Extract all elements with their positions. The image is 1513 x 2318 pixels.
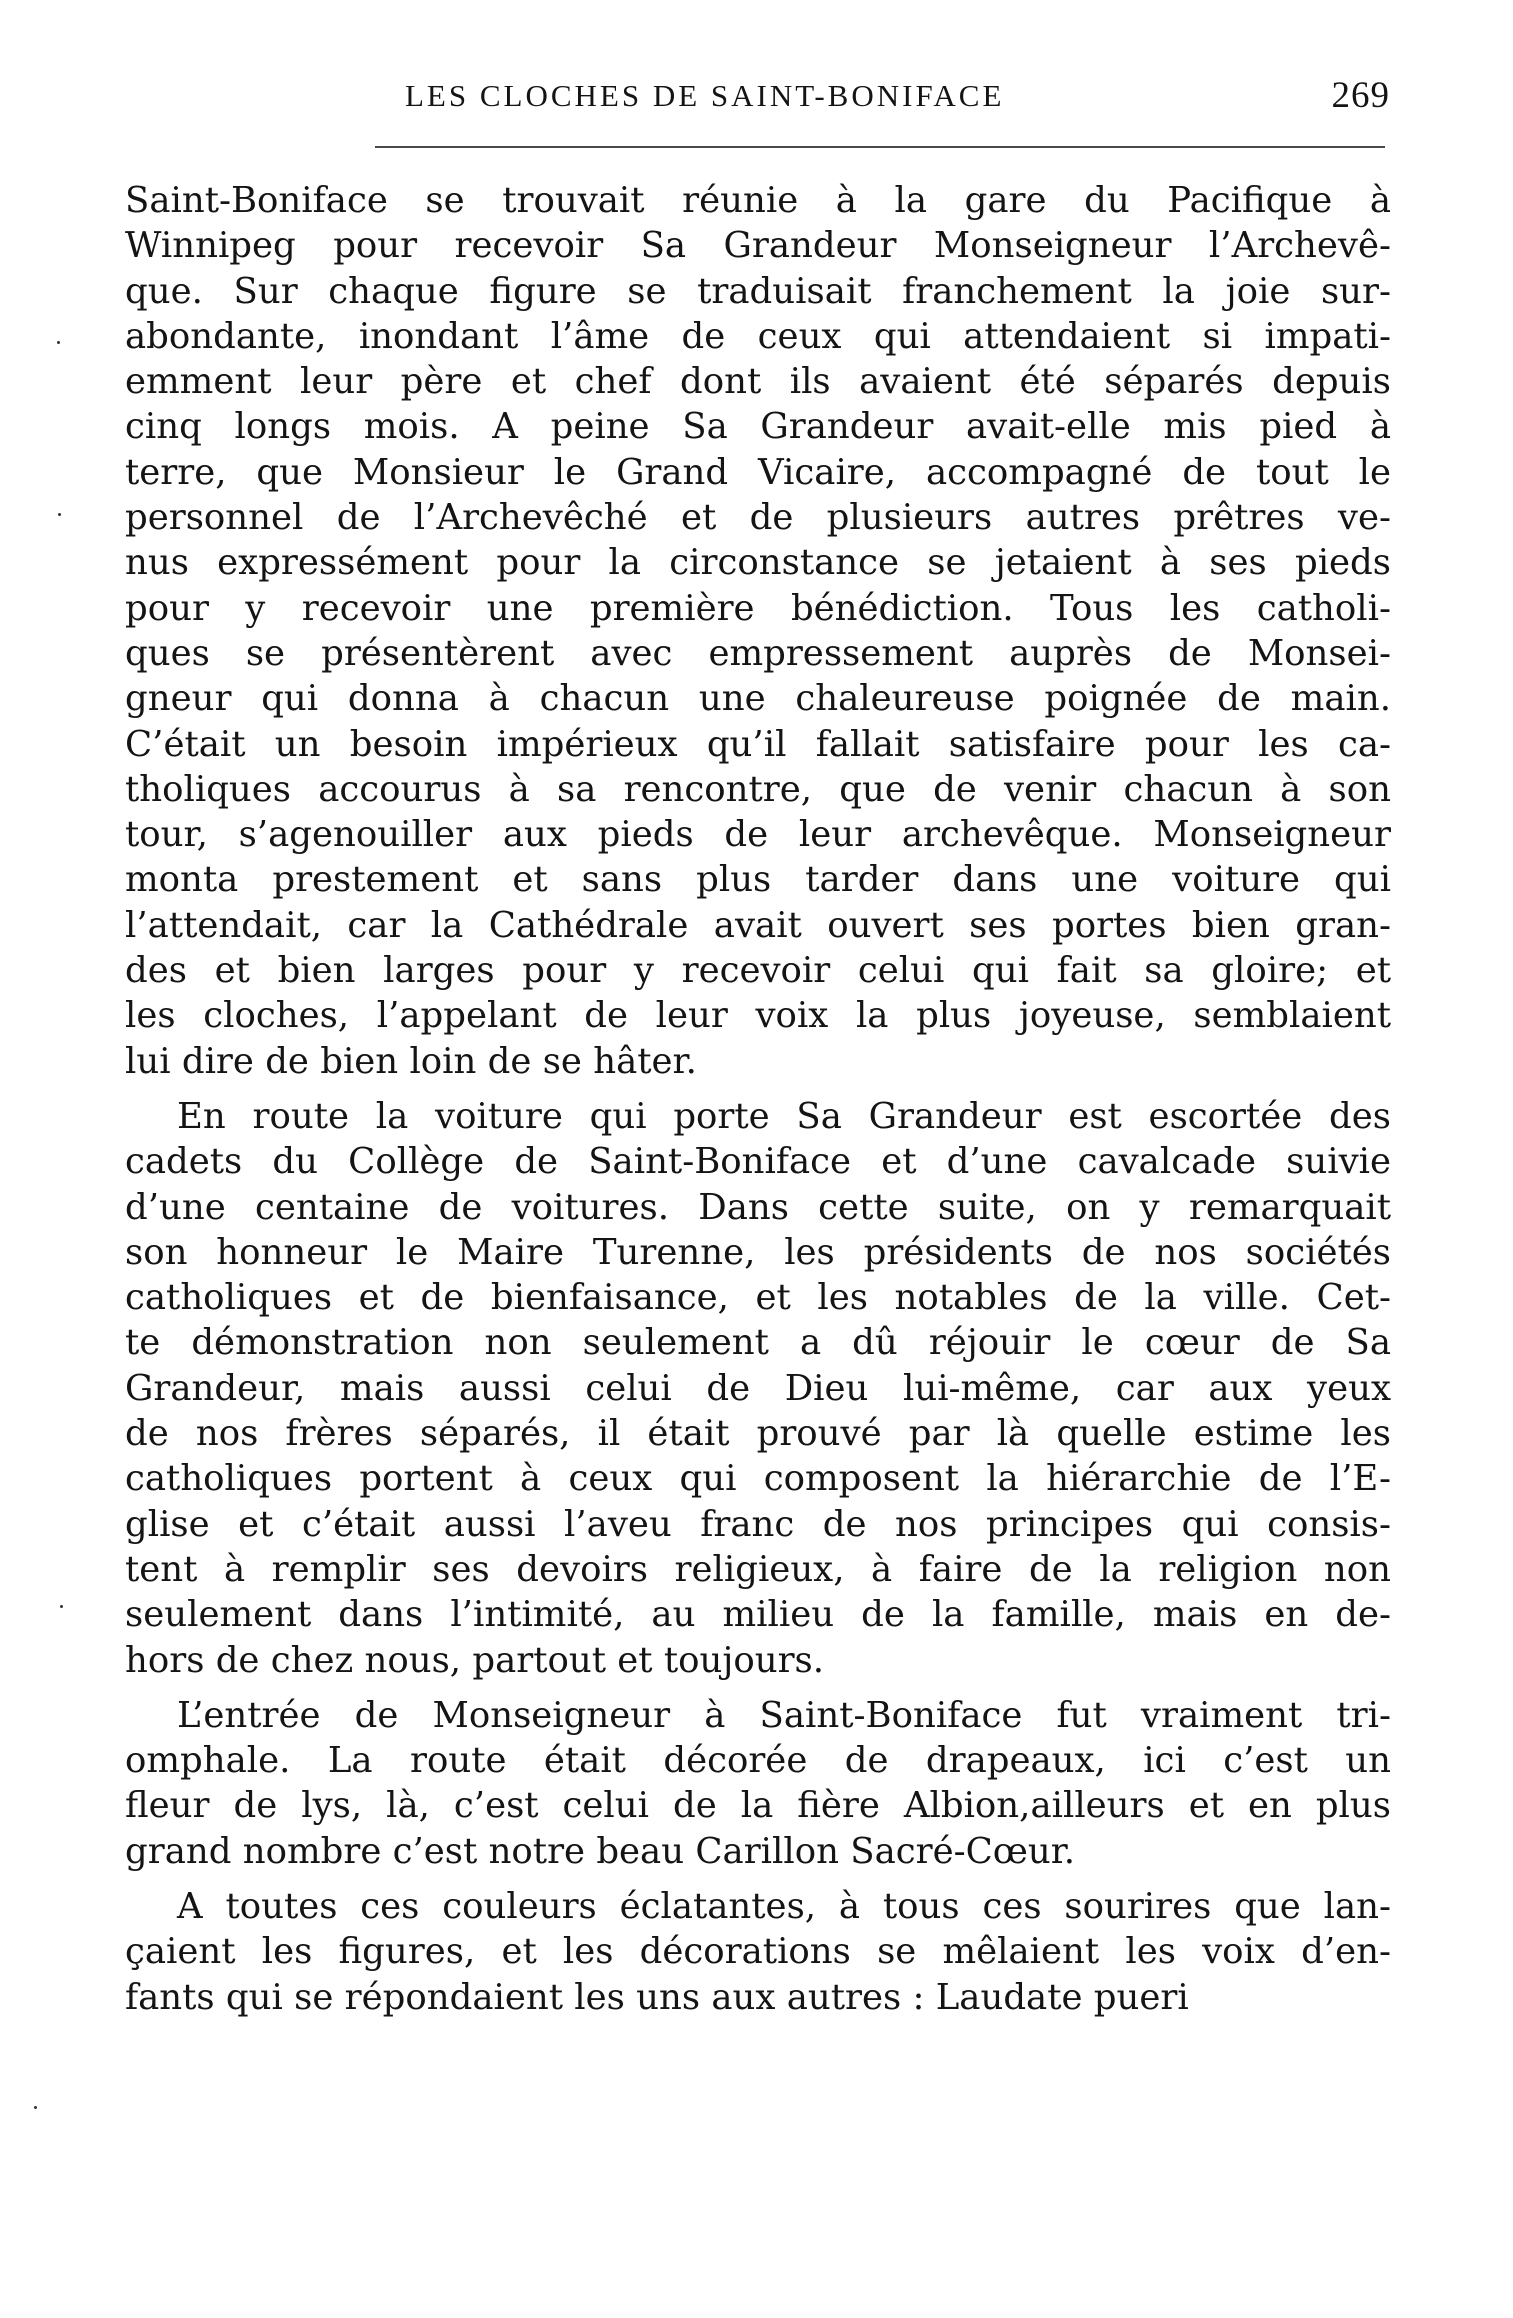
text-line: emment leur père et chef dont ils avaient été séparés depuis xyxy=(125,361,1391,403)
text-line: catholiques portent à ceux qui composent la hiérarchie de l’E- xyxy=(125,1458,1391,1500)
text-line: des et bien larges pour y recevoir celui qui fait sa gloire; et xyxy=(125,950,1391,992)
text-line: seulement dans l’intimité, au milieu de la famille, mais en de- xyxy=(125,1594,1391,1636)
paragraph-break xyxy=(125,1874,1391,1884)
paragraph xyxy=(125,1094,1391,1683)
text-line: tholiques accourus à sa rencontre, que de venir chacun à son xyxy=(125,768,1391,810)
text-line: tour, s’agenouiller aux pieds de leur archevêque. Monseigneur xyxy=(125,814,1391,856)
text-line: gneur qui donna à chacun une chaleureuse poignée de main. xyxy=(125,678,1391,720)
text-line: fleur de lys, là, c’est celui de la fière Albion,ailleurs et en plus xyxy=(125,1785,1391,1827)
text-line: Winnipeg pour recevoir Sa Grandeur Monseigneur l’Archevê- xyxy=(125,225,1391,267)
scan-speck xyxy=(60,1605,63,1608)
text-line: te démonstration non seulement a dû réjouir le cœur de Sa xyxy=(125,1322,1391,1364)
text-line: C’était un besoin impérieux qu’il fallait satisfaire pour les ca- xyxy=(125,723,1391,765)
paragraph xyxy=(125,178,1391,1084)
paragraph-break xyxy=(125,1084,1391,1094)
text-line: A toutes ces couleurs éclatantes, à tous ces sourires que lan- xyxy=(177,1885,1391,1927)
text-line: personnel de l’Archevêché et de plusieurs autres prêtres ve- xyxy=(125,497,1391,539)
text-line: l’attendait, car la Cathédrale avait ouvert ses portes bien gran- xyxy=(125,904,1391,946)
text-line: Grandeur, mais aussi celui de Dieu lui-même, car aux yeux xyxy=(125,1367,1391,1409)
text-line: çaient les figures, et les décorations se mêlaient les voix d’en- xyxy=(125,1931,1391,1973)
paragraph xyxy=(125,1884,1391,2020)
text-line: ques se présentèrent avec empressement auprès de Monsei- xyxy=(125,632,1391,674)
body-text xyxy=(125,178,1391,2020)
text-line: cadets du Collège de Saint-Boniface et d’une cavalcade suivie xyxy=(125,1141,1391,1183)
text-line: hors de chez nous, partout et toujours. xyxy=(125,1639,825,1681)
text-line: les cloches, l’appelant de leur voix la plus joyeuse, semblaient xyxy=(125,995,1391,1037)
scan-speck xyxy=(58,513,61,516)
text-line: cinq longs mois. A peine Sa Grandeur avait-elle mis pied à xyxy=(125,406,1391,448)
text-line: omphale. La route était décorée de drapeaux, ici c’est un xyxy=(125,1740,1391,1782)
text-line: glise et c’était aussi l’aveu franc de nos principes qui consis- xyxy=(125,1503,1391,1545)
text-line: d’une centaine de voitures. Dans cette suite, on y remarquait xyxy=(125,1186,1391,1228)
text-line: pour y recevoir une première bénédiction. Tous les catholi- xyxy=(125,587,1391,629)
text-line: En route la voiture qui porte Sa Grandeur est escortée des xyxy=(177,1095,1391,1137)
page-number: 269 xyxy=(1331,75,1390,116)
text-line: son honneur le Maire Turenne, les présidents de nos sociétés xyxy=(125,1231,1391,1273)
text-line: terre, que Monsieur le Grand Vicaire, accompagné de tout le xyxy=(125,451,1391,493)
text-line: Saint-Boniface se trouvait réunie à la gare du Pacifique à xyxy=(125,180,1391,221)
scan-speck xyxy=(34,2106,37,2109)
text-line: monta prestement et sans plus tarder dans une voiture qui xyxy=(125,859,1391,901)
text-line: lui dire de bien loin de se hâter. xyxy=(125,1040,697,1082)
scan-speck xyxy=(57,341,60,344)
header-rule xyxy=(375,146,1385,148)
running-head xyxy=(125,75,1390,128)
text-line: L’entrée de Monseigneur à Saint-Boniface fut vraiment tri- xyxy=(177,1694,1391,1736)
text-line: de nos frères séparés, il était prouvé par là quelle estime les xyxy=(125,1413,1391,1455)
text-line: abondante, inondant l’âme de ceux qui attendaient si impati- xyxy=(125,315,1391,357)
text-line: nus expressément pour la circonstance se jetaient à ses pieds xyxy=(125,542,1391,584)
text-line: tent à remplir ses devoirs religieux, à faire de la religion non xyxy=(125,1548,1391,1590)
running-title: LES CLOCHES DE SAINT-BONIFACE xyxy=(405,78,1005,113)
text-line: que. Sur chaque figure se traduisait franchement la joie sur- xyxy=(125,270,1391,312)
text-line: catholiques et de bienfaisance, et les notables de la ville. Cet- xyxy=(125,1277,1391,1319)
paragraph-break xyxy=(125,1683,1391,1693)
paragraph xyxy=(125,1693,1391,1874)
text-line: grand nombre c’est notre beau Carillon Sacré-Cœur. xyxy=(125,1830,1076,1872)
text-line: fants qui se répondaient les uns aux autres : Laudate pueri xyxy=(125,1976,1189,2018)
